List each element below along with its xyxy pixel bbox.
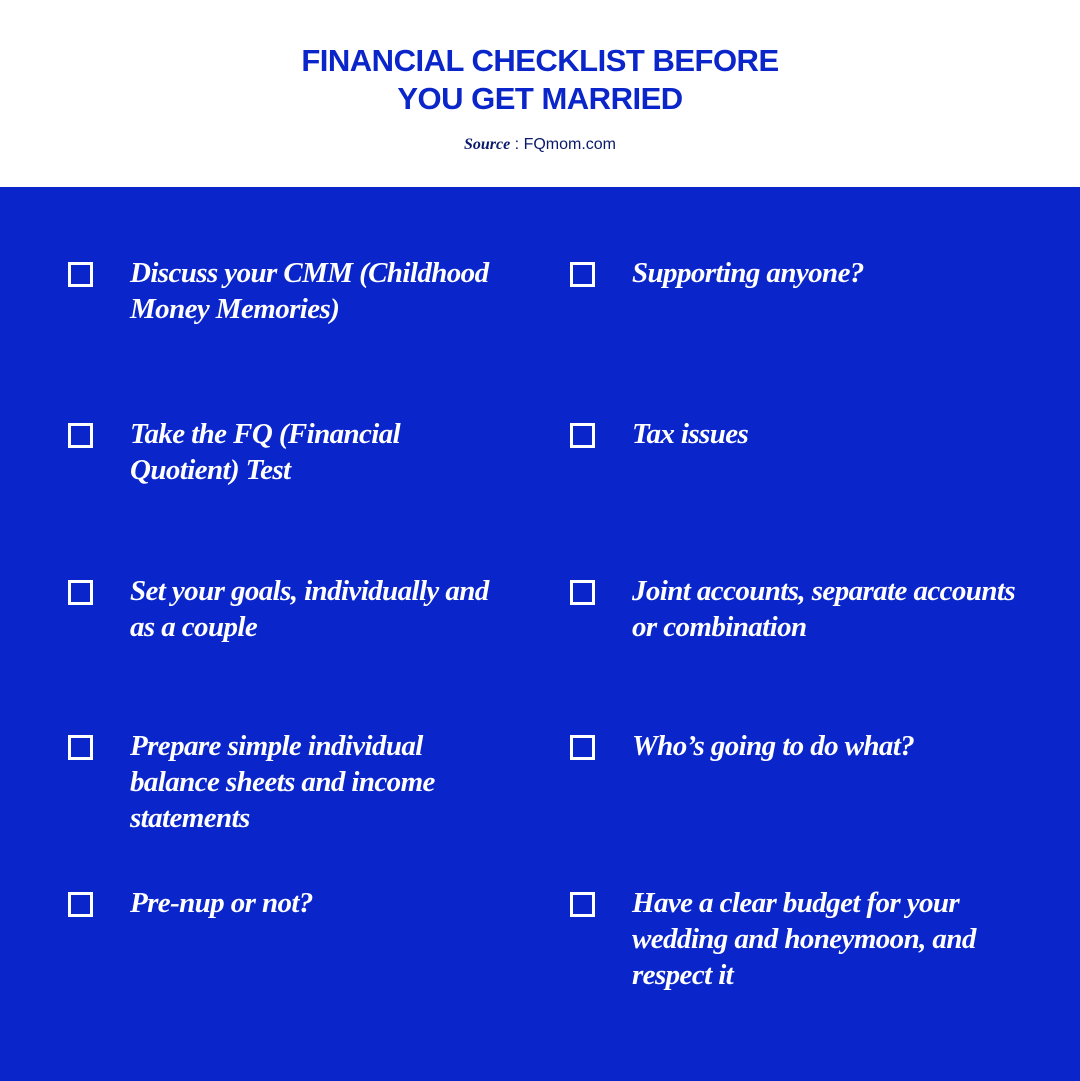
page-title-line-1: FINANCIAL CHECKLIST BEFORE [301, 43, 779, 78]
checkbox[interactable] [570, 580, 595, 605]
checkbox[interactable] [570, 892, 595, 917]
checklist-item-label: Discuss your CMM (Childhood Money Memories) [130, 257, 489, 325]
checklist-item-label: Pre-nup or not? [130, 887, 313, 919]
header [0, 0, 1080, 187]
source-label: Source [463, 136, 511, 153]
checklist-item-label: Joint accounts, separate accounts or combination [632, 575, 1016, 643]
checkbox[interactable] [570, 262, 595, 287]
checkbox[interactable] [570, 735, 595, 760]
source-credit [0, 134, 1080, 156]
checkbox[interactable] [68, 892, 93, 917]
checklist-item-label: Have a clear budget for your wedding and honeymoon, and respect it [632, 887, 976, 991]
checklist-item-label: Tax issues [632, 418, 749, 450]
source-link[interactable]: FQmom.com [523, 136, 617, 153]
checkbox[interactable] [68, 580, 93, 605]
checkbox[interactable] [68, 735, 93, 760]
page-title [0, 42, 1080, 118]
checklist-item-label: Take the FQ (Financial Quotient) Test [130, 418, 401, 486]
checklist-item-label: Who’s going to do what? [632, 730, 915, 762]
checklist-item-label: Set your goals, individually and as a couple [130, 575, 489, 643]
source-separator: : [510, 136, 524, 153]
checkbox[interactable] [68, 262, 93, 287]
checkbox[interactable] [68, 423, 93, 448]
page-title-line-2: YOU GET MARRIED [397, 81, 683, 116]
checkbox[interactable] [570, 423, 595, 448]
checklist-item-label: Prepare simple individual balance sheets and income statements [130, 730, 435, 834]
checklist-panel [0, 187, 1080, 1081]
checklist-item-label: Supporting anyone? [632, 257, 864, 289]
